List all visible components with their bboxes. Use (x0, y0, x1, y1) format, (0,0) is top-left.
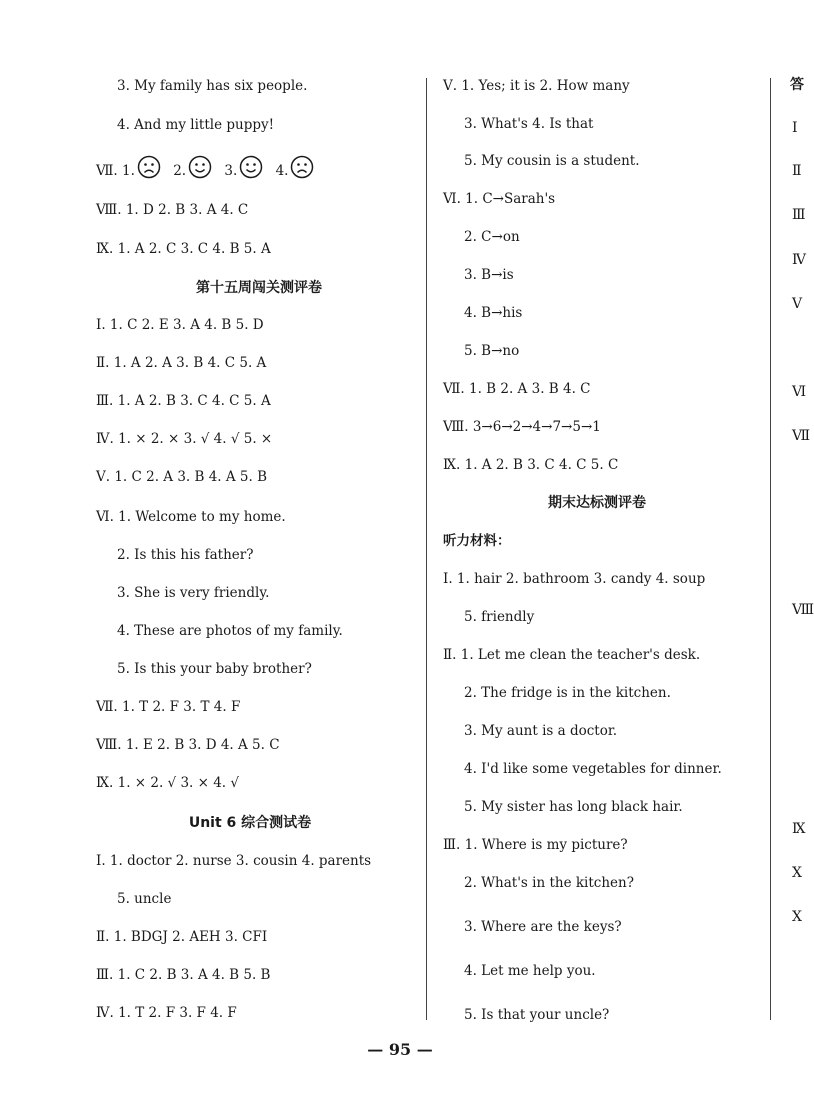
answer-line: 2. Is this his father? (117, 547, 254, 563)
answer-line: 5. uncle (117, 891, 172, 907)
item-number: 4. (275, 163, 289, 179)
section-heading: 第十五周闯关测评卷 (196, 280, 322, 296)
answer-line: Ⅲ. 1. Where is my picture? (443, 837, 628, 853)
answer-line: Ⅰ. 1. hair 2. bathroom 3. candy 4. soup (443, 571, 706, 587)
answer-line: Ⅰ. 1. C 2. E 3. A 4. B 5. D (96, 317, 264, 333)
answer-line: Ⅲ. 1. C 2. B 3. A 4. B 5. B (96, 967, 271, 983)
answer-line: 3. My family has six people. (117, 78, 308, 94)
cut-off-label: Ⅶ (792, 428, 811, 444)
cut-off-label: Ⅹ (792, 909, 802, 925)
answer-line: 5. B→no (464, 343, 520, 359)
answer-line: 4. These are photos of my family. (117, 623, 343, 639)
cut-off-heading: 答 (790, 77, 804, 93)
answer-line: Ⅶ. 1. B 2. A 3. B 4. C (443, 381, 591, 397)
cut-off-label: Ⅸ (792, 821, 806, 837)
answer-line: 3. She is very friendly. (117, 585, 270, 601)
answer-line: 5. My cousin is a student. (464, 153, 640, 169)
answer-line: 4. I'd like some vegetables for dinner. (464, 761, 722, 777)
right-column-fragment (776, 0, 814, 1098)
answer-line: Ⅴ. 1. Yes; it is 2. How many (443, 78, 630, 94)
cut-off-label: Ⅴ (792, 296, 803, 312)
section-heading: 期末达标测评卷 (548, 495, 646, 511)
section-heading: Unit 6 综合测试卷 (188, 815, 312, 831)
answer-line: 4. Let me help you. (464, 963, 596, 979)
answer-line: 4. B→his (464, 305, 523, 321)
cut-off-label: Ⅰ (792, 120, 798, 136)
answer-line: Ⅲ. 1. A 2. B 3. C 4. C 5. A (96, 393, 271, 409)
cut-off-label: Ⅷ (792, 602, 814, 618)
answer-line: 5. My sister has long black hair. (464, 799, 683, 815)
cut-off-label: Ⅳ (792, 252, 806, 268)
answer-line: Ⅵ. 1. C→Sarah's (443, 191, 556, 207)
answer-line: Ⅷ. 3→6→2→4→7→5→1 (443, 419, 601, 435)
answer-line: Ⅳ. 1. T 2. F 3. F 4. F (96, 1005, 237, 1021)
cut-off-label: Ⅱ (792, 163, 802, 179)
answer-line: 2. What's in the kitchen? (464, 875, 634, 891)
answer-line: 3. My aunt is a doctor. (464, 723, 618, 739)
cut-off-label: Ⅵ (792, 384, 807, 400)
answer-line: 3. What's 4. Is that (464, 116, 594, 132)
answer-line: 3. Where are the keys? (464, 919, 622, 935)
answer-line: Ⅳ. 1. × 2. × 3. √ 4. √ 5. × (96, 431, 273, 447)
item-number: 2. (173, 163, 187, 179)
answer-line: Ⅸ. 1. A 2. C 3. C 4. B 5. A (96, 241, 271, 257)
column-divider-right (770, 78, 771, 1020)
answer-line: Ⅷ. 1. D 2. B 3. A 4. C (96, 202, 249, 218)
answer-line: Ⅱ. 1. A 2. A 3. B 4. C 5. A (96, 355, 267, 371)
answer-line: Ⅰ. 1. doctor 2. nurse 3. cousin 4. parents (96, 853, 372, 869)
answer-line: Ⅷ. 1. E 2. B 3. D 4. A 5. C (96, 737, 280, 753)
answer-line: Ⅱ. 1. Let me clean the teacher's desk. (443, 647, 701, 663)
answer-line: 5. Is that your uncle? (464, 1007, 610, 1023)
subsection-heading: 听力材料： (443, 533, 511, 549)
answer-line: 2. C→on (464, 229, 520, 245)
answer-line: Ⅸ. 1. × 2. √ 3. × 4. √ (96, 775, 239, 791)
answer-line: 2. The fridge is in the kitchen. (464, 685, 671, 701)
answer-line: Ⅸ. 1. A 2. B 3. C 4. C 5. C (443, 457, 619, 473)
answer-line: Ⅱ. 1. BDGJ 2. AEH 3. CFI (96, 929, 268, 945)
answer-line: Ⅶ. 1. T 2. F 3. T 4. F (96, 699, 241, 715)
cut-off-label: Ⅹ (792, 865, 802, 881)
item-number: 3. (224, 163, 238, 179)
cut-off-label: Ⅲ (792, 207, 806, 223)
page-number: — 95 — (367, 1040, 433, 1059)
answer-line: 3. B→is (464, 267, 514, 283)
answer-line: 5. Is this your baby brother? (117, 661, 312, 677)
answer-line: Ⅵ. 1. Welcome to my home. (96, 509, 286, 525)
answer-line: 4. And my little puppy! (117, 117, 275, 133)
section-label: Ⅶ. 1. (96, 163, 135, 179)
answer-line: Ⅴ. 1. C 2. A 3. B 4. A 5. B (96, 469, 268, 485)
answer-line: 5. friendly (464, 609, 535, 625)
